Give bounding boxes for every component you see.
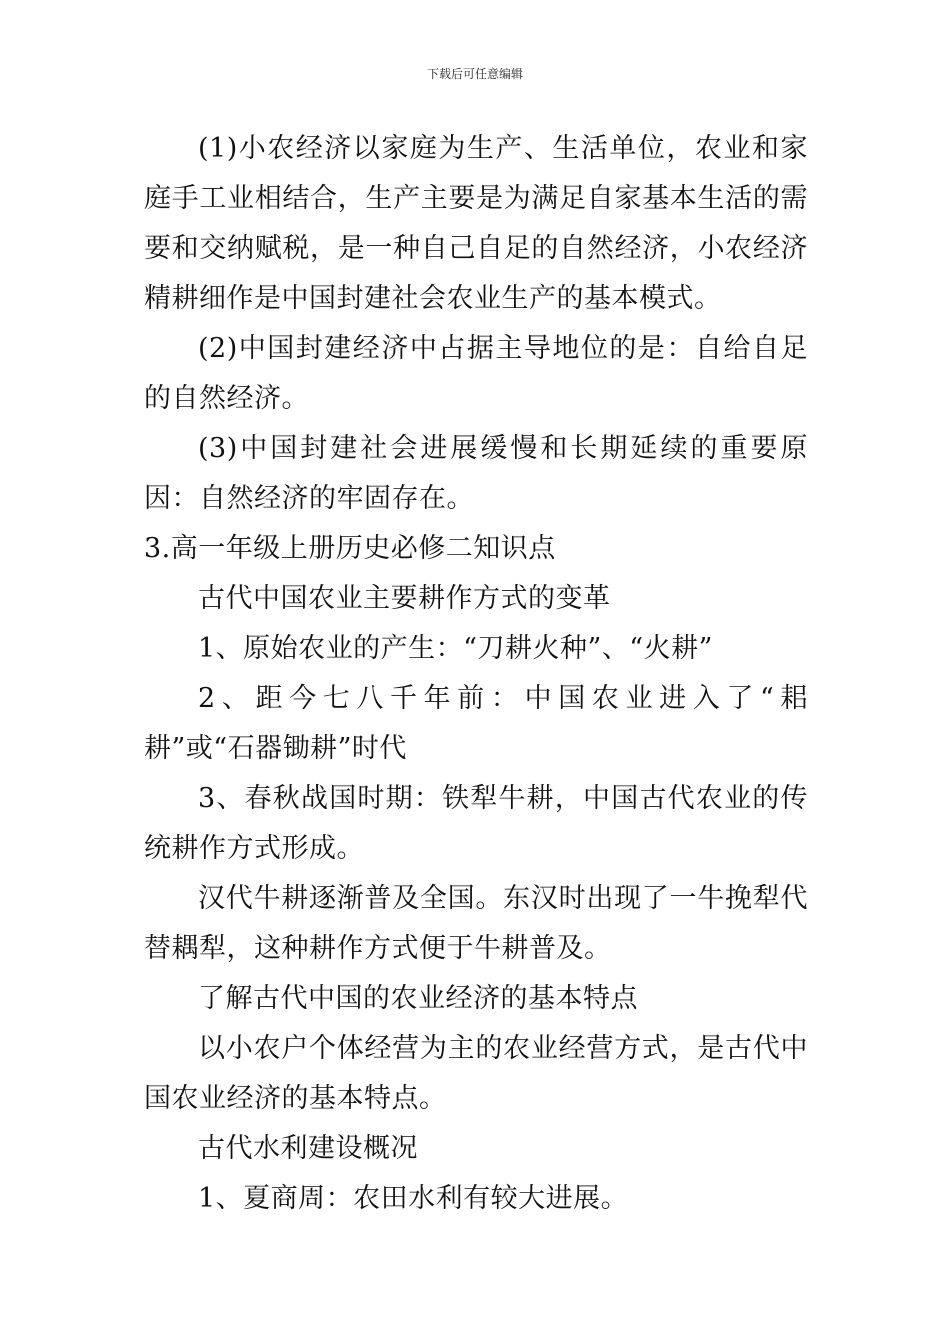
document-body [144, 124, 808, 1224]
page-header-note: 下载后可任意编辑 [426, 67, 523, 81]
paragraph-spring-autumn-plowing: 3、春秋战国时期：铁犁牛耕，中国古代农业的传统耕作方式形成。 [144, 783, 808, 864]
paragraph-han-oxen-plowing: 汉代牛耕逐渐普及全国。东汉时出现了一牛挽犁代替耦犁，这种耕作方式便于牛耕普及。 [144, 883, 808, 964]
paragraph-small-farm-economy: (1)小农经济以家庭为生产、生活单位，农业和家庭手工业相结合，生产主要是为满足自家基本生活的需要和交纳赋税，是一种自己自足的自然经济，小农经济精耕细作是中国封建社会农业生产的基本模式。 [144, 133, 808, 314]
paragraph-hoe-farming-era: 2、距今七八千年前：中国农业进入了“耜耕”或“石器锄耕”时代 [144, 683, 808, 764]
subheading-farming-methods: 古代中国农业主要耕作方式的变革 [198, 583, 611, 614]
paragraph-xia-shang-zhou: 1、夏商周：农田水利有较大进展。 [198, 1183, 629, 1214]
paragraph-slow-development-reason: (3)中国封建社会进展缓慢和长期延续的重要原因：自然经济的牢固存在。 [144, 433, 808, 514]
subheading-water-conservancy: 古代水利建设概况 [198, 1133, 418, 1164]
subheading-agricultural-features: 了解古代中国的农业经济的基本特点 [198, 983, 638, 1014]
paragraph-primitive-agriculture: 1、原始农业的产生：“刀耕火种”、“火耕” [198, 633, 713, 664]
section-heading-history-knowledge: 3.高一年级上册历史必修二知识点 [144, 533, 556, 564]
paragraph-dominant-economy: (2)中国封建经济中占据主导地位的是：自给自足的自然经济。 [144, 333, 808, 414]
paragraph-smallholder-feature: 以小农户个体经营为主的农业经营方式，是古代中国农业经济的基本特点。 [144, 1033, 808, 1114]
